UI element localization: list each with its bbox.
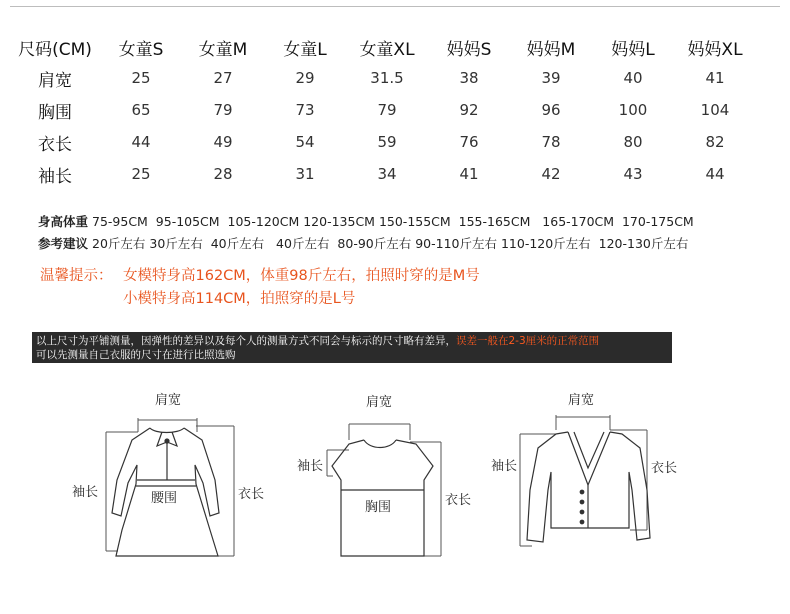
row-header: 衣长: [38, 134, 72, 155]
table-cell: 100: [618, 101, 648, 119]
table-cell: 96: [541, 101, 561, 119]
notice-text-2: 可以先测量自己衣服的尺寸在进行比照选购: [36, 349, 236, 361]
notice-highlight: 误差一般在2-3厘米的正常范围: [456, 335, 600, 347]
table-cell: 78: [541, 133, 561, 151]
table-row: [10, 158, 756, 190]
table-cell: 44: [131, 133, 151, 151]
table-cell: 44: [705, 165, 725, 183]
measurement-notice: [32, 332, 672, 363]
column-header: 妈妈L: [611, 39, 655, 60]
table-cell: 49: [213, 133, 233, 151]
measurement-diagrams: [0, 380, 790, 614]
height-weight-line: [38, 212, 694, 230]
table-cell: 25: [131, 165, 151, 183]
table-cell: 80: [623, 133, 643, 151]
table-cell: 73: [295, 101, 315, 119]
cardigan-diagram: [520, 415, 650, 546]
table-cell: 31: [295, 165, 315, 183]
table-cell: 82: [705, 133, 725, 151]
column-header: 女童M: [198, 39, 248, 60]
table-header-row: [10, 32, 756, 62]
dress-sleeve-label: 袖长: [72, 485, 99, 500]
column-header: 妈妈M: [526, 39, 576, 60]
table-cell: 39: [541, 69, 561, 87]
table-cell: 34: [377, 165, 397, 183]
table-cell: 25: [131, 69, 151, 87]
table-cell: 42: [541, 165, 561, 183]
table-cell: 43: [623, 165, 643, 183]
column-header: 女童L: [283, 39, 327, 60]
column-header: 妈妈XL: [687, 39, 743, 60]
tshirt-length-label: 衣长: [445, 493, 472, 508]
dress-shoulder-label: 肩宽: [155, 393, 182, 408]
notice-text-1: 以上尺寸为平铺测量，因弹性的差异以及每个人的测量方式不同会与标示的尺寸略有差异，: [36, 335, 456, 347]
top-divider: [10, 6, 780, 7]
weight-label: 参考建议: [38, 236, 89, 251]
tshirt-shoulder-label: 肩宽: [366, 395, 393, 410]
cardigan-shoulder-label: 肩宽: [568, 393, 595, 408]
table-cell: 59: [377, 133, 397, 151]
tip-line-1: 女模特身高162CM，体重98斤左右，拍照时穿的是M号: [123, 268, 480, 284]
table-row: [10, 94, 756, 126]
cardigan-sleeve-label: 袖长: [491, 459, 518, 474]
table-cell: 79: [213, 101, 233, 119]
table-cell: 40: [623, 69, 643, 87]
cardigan-length-label: 衣长: [651, 461, 678, 476]
column-header: 女童S: [118, 39, 164, 60]
table-cell: 65: [131, 101, 151, 119]
dress-waist-label: 腰围: [151, 491, 178, 506]
table-cell: 29: [295, 69, 315, 87]
size-table: [10, 32, 756, 190]
row-header: 胸围: [38, 102, 72, 123]
tshirt-sleeve-label: 袖长: [297, 459, 324, 474]
row-header: 袖长: [38, 166, 72, 187]
column-header: 尺码(CM): [18, 39, 92, 60]
weight-suggestion-line: [38, 234, 688, 252]
dress-diagram: [106, 418, 234, 556]
table-row: [10, 126, 756, 158]
tip-label: 温馨提示：: [40, 268, 113, 284]
table-cell: 27: [213, 69, 233, 87]
dress-length-label: 衣长: [238, 487, 265, 502]
height-label: 身高体重: [38, 214, 89, 229]
table-cell: 41: [705, 69, 725, 87]
table-cell: 28: [213, 165, 233, 183]
row-header: 肩宽: [38, 70, 72, 91]
column-header: 妈妈S: [446, 39, 492, 60]
tip-line-2: 小模特身高114CM，拍照穿的是L号: [123, 291, 356, 307]
height-values: 75-95CM 95-105CM 105-120CM 120-135CM 150-155CM 155-165CM 165-170CM 170-175CM: [92, 214, 694, 229]
tshirt-diagram: [327, 424, 441, 556]
table-cell: 41: [459, 165, 479, 183]
column-header: 女童XL: [359, 39, 415, 60]
weight-values: 20斤左右 30斤左右 40斤左右 40斤左右 80-90斤左右 90-110斤左右 110-120斤左右 120-130斤左右: [92, 236, 689, 251]
table-cell: 76: [459, 133, 479, 151]
tshirt-chest-label: 胸围: [365, 500, 392, 515]
table-cell: 92: [459, 101, 479, 119]
table-cell: 104: [700, 101, 730, 119]
table-cell: 31.5: [370, 69, 404, 87]
table-row: [10, 62, 756, 94]
table-cell: 54: [295, 133, 315, 151]
table-cell: 79: [377, 101, 397, 119]
table-cell: 38: [459, 69, 479, 87]
